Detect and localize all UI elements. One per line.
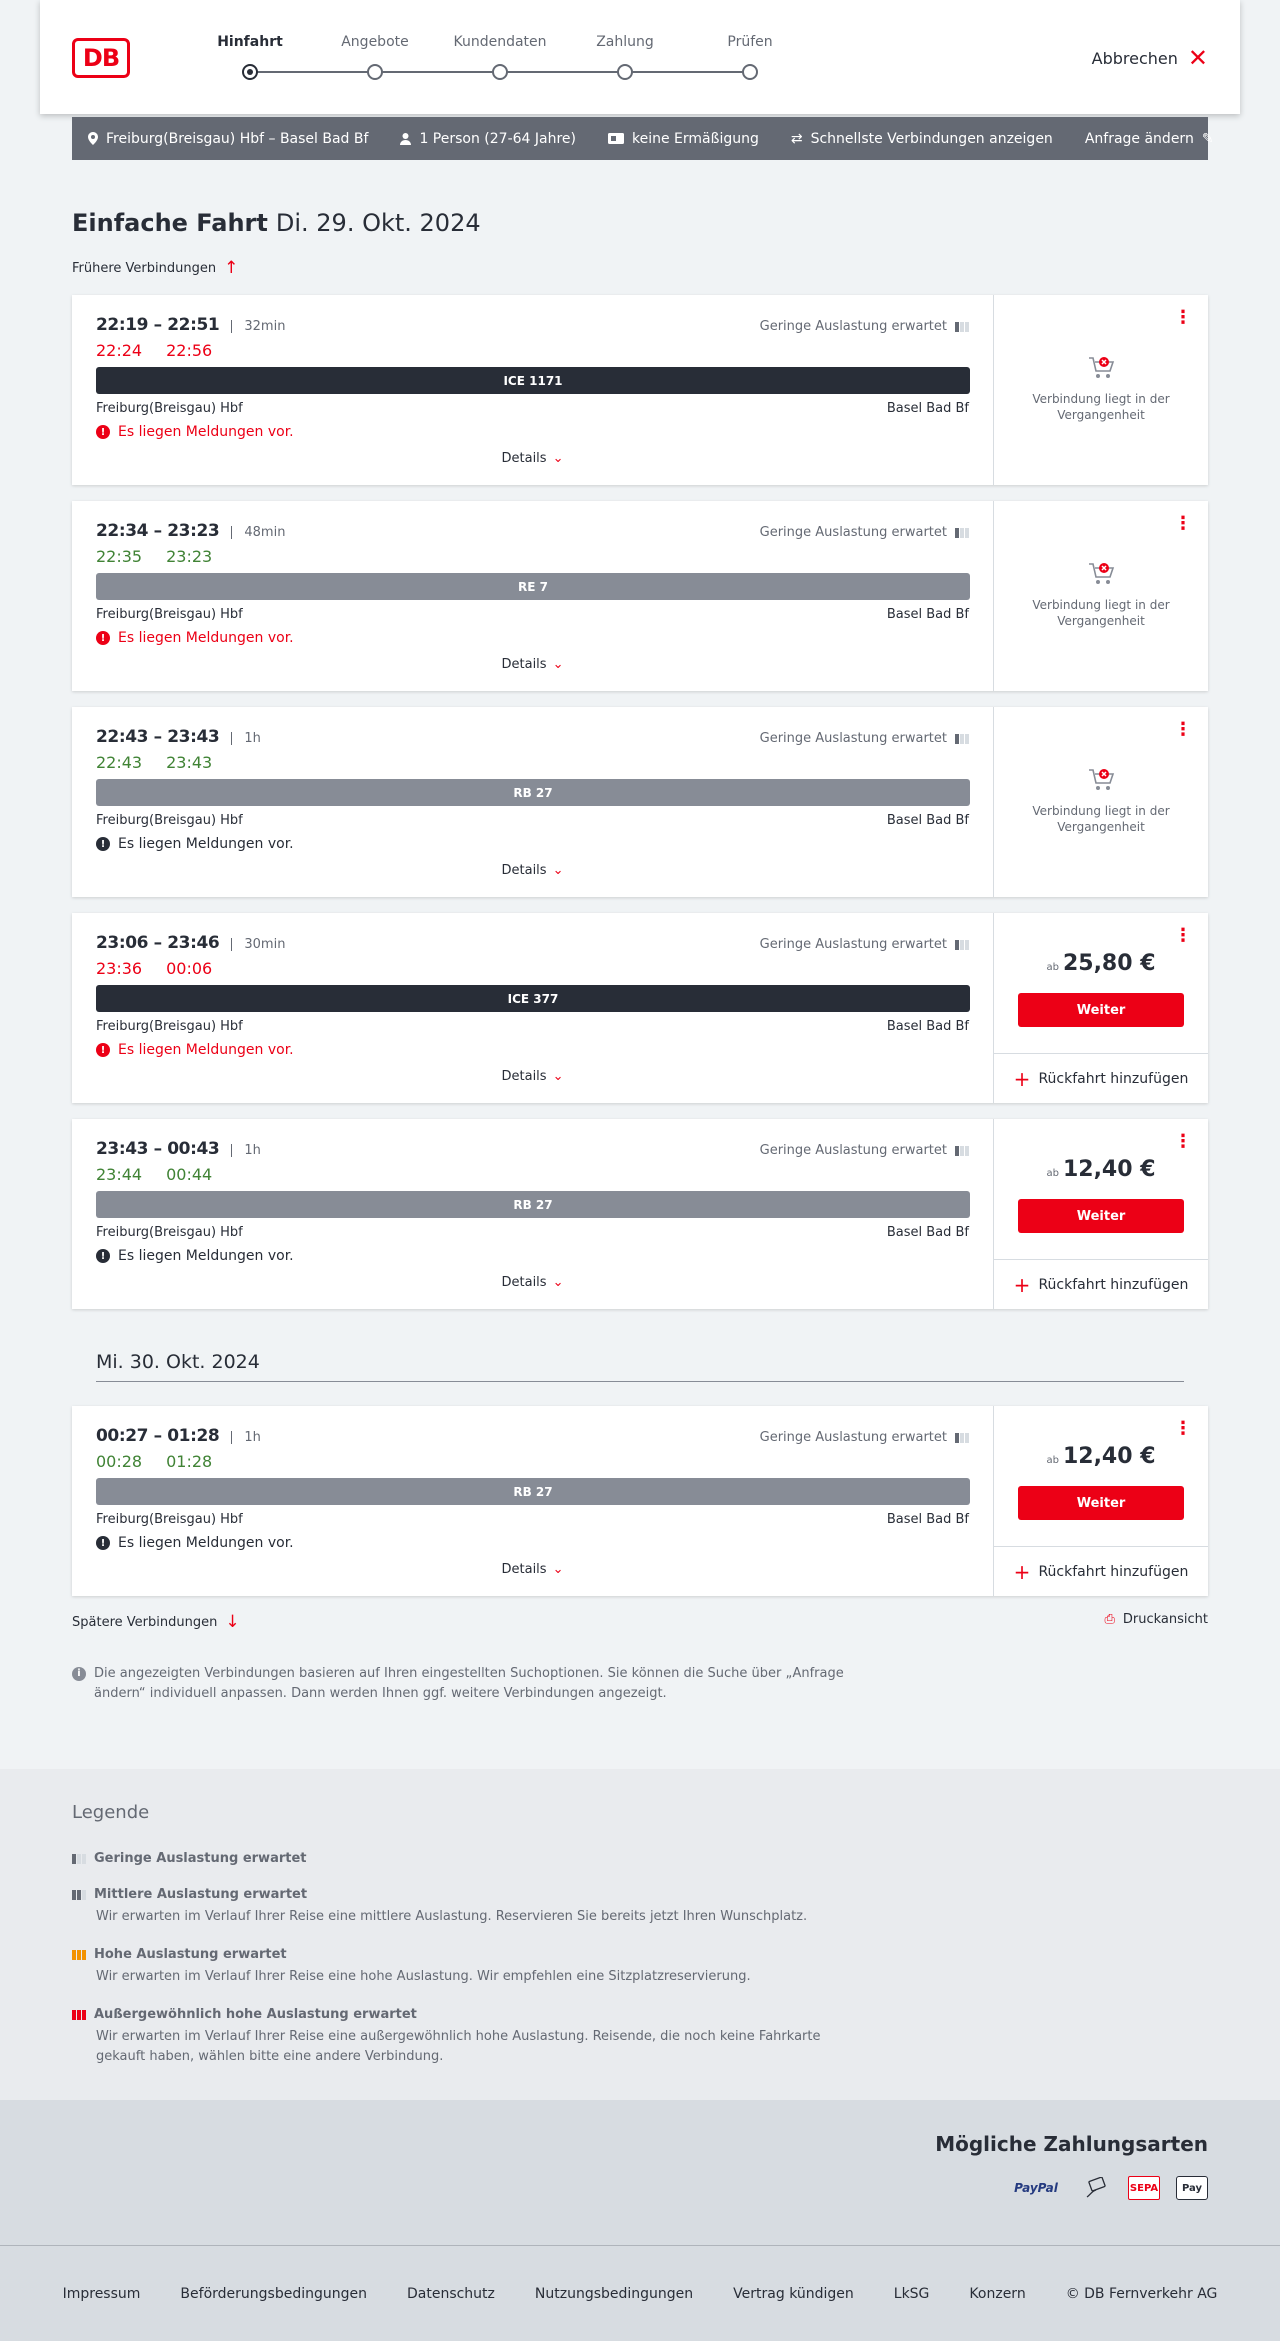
fastest-text: Schnellste Verbindungen anzeigen bbox=[810, 130, 1053, 147]
details-toggle[interactable] bbox=[72, 1275, 993, 1290]
connection-details[interactable] bbox=[72, 295, 994, 485]
arrow-down-icon: ↓ bbox=[225, 1612, 240, 1632]
arrival-station: Basel Bad Bf bbox=[886, 1019, 969, 1034]
date-separator: Mi. 30. Okt. 2024 bbox=[96, 1351, 1184, 1382]
details-toggle[interactable] bbox=[72, 1069, 993, 1084]
scheduled-times bbox=[96, 521, 285, 541]
duration: 48min bbox=[231, 526, 285, 539]
realtime-departure: 23:44 bbox=[96, 1165, 143, 1184]
close-icon: ✕ bbox=[1187, 44, 1208, 72]
details-toggle[interactable] bbox=[72, 657, 993, 672]
price-prefix: ab bbox=[1046, 1168, 1059, 1179]
price bbox=[994, 1157, 1208, 1182]
bahncard-icon bbox=[608, 133, 624, 144]
details-toggle[interactable] bbox=[72, 451, 993, 466]
occupancy-indicator bbox=[760, 1430, 969, 1445]
connection-offer bbox=[994, 913, 1208, 1103]
connection-offer bbox=[994, 1406, 1208, 1596]
realtime-departure: 00:28 bbox=[96, 1452, 143, 1471]
add-return-trip-button[interactable] bbox=[994, 1546, 1208, 1596]
location-pin-icon bbox=[88, 132, 98, 145]
service-message bbox=[96, 630, 294, 646]
info-note bbox=[72, 1664, 852, 1704]
sepa-icon: SEPA bbox=[1128, 2176, 1160, 2200]
realtime-times bbox=[96, 959, 212, 978]
details-label: Details bbox=[501, 1562, 547, 1577]
price bbox=[994, 951, 1208, 976]
legend-item-title: Außergewöhnlich hohe Auslastung erwartet bbox=[94, 2007, 417, 2022]
info-note-text: Die angezeigten Verbindungen basieren auf Ihren eingestellten Suchoptionen. Sie können die Suche über „Anfrage ändern“ individuell anpassen. Dann werden Ihnen ggf. weitere Verbindungen angezeigt. bbox=[94, 1666, 844, 1701]
connection-card bbox=[72, 1119, 1208, 1309]
route-text: Freiburg(Breisgau) Hbf – Basel Bad Bf bbox=[106, 130, 369, 147]
more-options-icon[interactable]: ⋮ bbox=[1174, 307, 1192, 328]
price-value: 12,40 € bbox=[1062, 1157, 1156, 1182]
departure-station: Freiburg(Breisgau) Hbf bbox=[96, 1019, 243, 1034]
step-label-kundendaten: Kundendaten bbox=[453, 34, 547, 50]
legend-item-title: Hohe Auslastung erwartet bbox=[94, 1947, 287, 1962]
occupancy-text: Geringe Auslastung erwartet bbox=[759, 1143, 947, 1158]
chevron-down-icon: ⌄ bbox=[552, 1069, 564, 1084]
train-bar[interactable]: ICE 1171 bbox=[96, 367, 970, 394]
later-connections-link[interactable] bbox=[72, 1612, 240, 1632]
details-label: Details bbox=[501, 451, 547, 466]
alert-icon: ! bbox=[96, 425, 110, 439]
past-connection-text: Verbindung liegt in der Vergangenheit bbox=[1032, 392, 1170, 422]
realtime-arrival: 01:28 bbox=[166, 1452, 213, 1471]
price-prefix: ab bbox=[1046, 962, 1059, 973]
footer-link[interactable]: Nutzungsbedingungen bbox=[534, 2285, 694, 2302]
footer-link[interactable]: LkSG bbox=[893, 2285, 930, 2302]
departure-station: Freiburg(Breisgau) Hbf bbox=[96, 607, 243, 622]
arrival-station: Basel Bad Bf bbox=[886, 401, 969, 416]
train-bar[interactable]: RB 27 bbox=[96, 1478, 970, 1505]
occupancy-low-icon bbox=[955, 734, 969, 744]
legend-title: Legende bbox=[72, 1802, 150, 1823]
occupancy-indicator bbox=[760, 525, 969, 540]
connection-details[interactable] bbox=[72, 1119, 994, 1309]
alert-icon: ! bbox=[96, 631, 110, 645]
details-toggle[interactable] bbox=[72, 863, 993, 878]
past-connection-notice bbox=[994, 765, 1208, 835]
discount-info bbox=[608, 131, 759, 147]
service-message bbox=[96, 1248, 294, 1264]
scheduled-times-text: 23:06 – 23:46 bbox=[96, 933, 220, 953]
realtime-times bbox=[96, 547, 212, 566]
footer-link[interactable]: Impressum bbox=[62, 2285, 141, 2302]
train-bar[interactable]: RE 7 bbox=[96, 573, 970, 600]
add-return-trip-button[interactable] bbox=[994, 1053, 1208, 1103]
alert-icon: ! bbox=[96, 1536, 110, 1550]
connection-card bbox=[72, 295, 1208, 485]
more-options-icon[interactable]: ⋮ bbox=[1174, 719, 1192, 740]
occupancy-indicator bbox=[760, 1143, 969, 1158]
print-icon: ⎙ bbox=[1104, 1612, 1115, 1627]
footer-link[interactable]: Beförderungsbedingungen bbox=[180, 2285, 367, 2302]
past-connection-text: Verbindung liegt in der Vergangenheit bbox=[1032, 804, 1170, 834]
cart-unavailable-icon bbox=[1087, 353, 1115, 381]
add-return-trip-label: Rückfahrt hinzufügen bbox=[1038, 1276, 1189, 1293]
legend-item-high bbox=[72, 1947, 852, 1987]
realtime-arrival: 23:43 bbox=[166, 753, 213, 772]
occupancy-low-icon bbox=[955, 1146, 969, 1156]
more-options-icon[interactable]: ⋮ bbox=[1174, 1418, 1192, 1439]
arrival-station: Basel Bad Bf bbox=[886, 1512, 969, 1527]
earlier-connections-link[interactable] bbox=[72, 258, 238, 278]
earlier-connections-label: Frühere Verbindungen bbox=[72, 260, 217, 276]
person-icon bbox=[400, 133, 411, 145]
payment-icons bbox=[1008, 2176, 1208, 2200]
occupancy-text: Geringe Auslastung erwartet bbox=[759, 319, 947, 334]
occupancy-low-icon bbox=[955, 940, 969, 950]
details-label: Details bbox=[501, 863, 547, 878]
print-view-label: Druckansicht bbox=[1122, 1612, 1208, 1627]
print-view-link[interactable] bbox=[1104, 1612, 1208, 1627]
legend-item-low bbox=[72, 1851, 852, 1866]
legend-item-desc: Wir erwarten im Verlauf Ihrer Reise eine mittlere Auslastung. Reservieren Sie bereits jetzt Ihren Wunschplatz. bbox=[96, 1909, 808, 1924]
realtime-departure: 22:35 bbox=[96, 547, 143, 566]
step-label-hinfahrt: Hinfahrt bbox=[217, 34, 283, 50]
arrow-up-icon: ↑ bbox=[224, 258, 239, 278]
add-return-trip-label: Rückfahrt hinzufügen bbox=[1038, 1563, 1189, 1580]
discount-text: keine Ermäßigung bbox=[632, 130, 759, 147]
realtime-times bbox=[96, 1452, 212, 1471]
details-label: Details bbox=[501, 657, 547, 672]
details-label: Details bbox=[501, 1275, 547, 1290]
scheduled-times-text: 00:27 – 01:28 bbox=[96, 1426, 220, 1446]
service-message-text: Es liegen Meldungen vor. bbox=[118, 424, 294, 440]
connection-details[interactable] bbox=[72, 913, 994, 1103]
later-connections-label: Spätere Verbindungen bbox=[72, 1614, 218, 1630]
service-message-text: Es liegen Meldungen vor. bbox=[118, 1535, 294, 1551]
service-message bbox=[96, 424, 294, 440]
edit-query-button[interactable] bbox=[1085, 131, 1214, 147]
cancel-button[interactable] bbox=[1092, 46, 1208, 70]
price-prefix: ab bbox=[1046, 1455, 1059, 1466]
plus-icon: + bbox=[1013, 1066, 1031, 1091]
passenger-info bbox=[400, 131, 576, 147]
top-header bbox=[40, 0, 1240, 114]
service-message-text: Es liegen Meldungen vor. bbox=[118, 1042, 294, 1058]
departure-station: Freiburg(Breisgau) Hbf bbox=[96, 1225, 243, 1240]
add-return-trip-button[interactable] bbox=[994, 1259, 1208, 1309]
footer bbox=[0, 2245, 1280, 2341]
connection-details[interactable] bbox=[72, 707, 994, 897]
occupancy-text: Geringe Auslastung erwartet bbox=[759, 731, 947, 746]
step-label-angebote: Angebote bbox=[341, 34, 409, 50]
details-label: Details bbox=[501, 1069, 547, 1084]
occupancy-indicator bbox=[760, 319, 969, 334]
past-connection-text: Verbindung liegt in der Vergangenheit bbox=[1032, 598, 1170, 628]
edit-query-label: Anfrage ändern bbox=[1084, 130, 1194, 147]
alert-icon: ! bbox=[96, 1043, 110, 1057]
occupancy-low-icon bbox=[955, 322, 969, 332]
chevron-down-icon: ⌄ bbox=[552, 1275, 564, 1290]
step-dot-pruefen bbox=[742, 64, 758, 80]
plus-icon: + bbox=[1013, 1559, 1031, 1584]
occupancy-medium-icon bbox=[72, 1890, 86, 1900]
scheduled-times-text: 22:34 – 23:23 bbox=[96, 521, 220, 541]
realtime-times bbox=[96, 753, 212, 772]
occupancy-text: Geringe Auslastung erwartet bbox=[759, 1430, 947, 1445]
connection-offer bbox=[994, 707, 1208, 897]
step-dot-zahlung bbox=[617, 64, 633, 80]
arrival-station: Basel Bad Bf bbox=[886, 813, 969, 828]
cart-unavailable-icon bbox=[1087, 765, 1115, 793]
route-info bbox=[88, 131, 368, 147]
page-title bbox=[72, 209, 481, 237]
service-message-text: Es liegen Meldungen vor. bbox=[118, 630, 294, 646]
chevron-down-icon: ⌄ bbox=[552, 657, 564, 672]
service-message bbox=[96, 1535, 294, 1551]
fastest-info bbox=[791, 131, 1053, 147]
service-message bbox=[96, 836, 294, 852]
alert-icon: ! bbox=[96, 837, 110, 851]
occupancy-indicator bbox=[760, 937, 969, 952]
scheduled-times-text: 23:43 – 00:43 bbox=[96, 1139, 220, 1159]
footer-link[interactable]: Datenschutz bbox=[406, 2285, 495, 2302]
realtime-arrival: 23:23 bbox=[166, 547, 213, 566]
realtime-times bbox=[96, 1165, 212, 1184]
occupancy-low-icon bbox=[955, 528, 969, 538]
price bbox=[994, 1444, 1208, 1469]
step-label-pruefen: Prüfen bbox=[727, 34, 773, 50]
occupancy-text: Geringe Auslastung erwartet bbox=[759, 937, 947, 952]
weiter-button[interactable]: Weiter bbox=[1018, 1486, 1184, 1520]
occupancy-low-icon bbox=[955, 1433, 969, 1443]
realtime-arrival: 00:44 bbox=[166, 1165, 213, 1184]
legend-item-title: Mittlere Auslastung erwartet bbox=[94, 1887, 308, 1902]
more-options-icon[interactable]: ⋮ bbox=[1174, 1131, 1192, 1152]
scheduled-times bbox=[96, 1426, 261, 1446]
trip-type: Einfache Fahrt bbox=[72, 209, 268, 237]
info-icon: i bbox=[72, 1667, 86, 1681]
departure-station: Freiburg(Breisgau) Hbf bbox=[96, 401, 243, 416]
trip-date: Di. 29. Okt. 2024 bbox=[275, 209, 481, 237]
progress-stepper bbox=[210, 0, 773, 114]
connection-card bbox=[72, 913, 1208, 1103]
chevron-down-icon: ⌄ bbox=[552, 451, 564, 466]
service-message-text: Es liegen Meldungen vor. bbox=[118, 1248, 294, 1264]
cancel-label: Abbrechen bbox=[1091, 48, 1178, 68]
passenger-text: 1 Person (27-64 Jahre) bbox=[419, 130, 576, 147]
step-dot-angebote bbox=[367, 64, 383, 80]
step-label-zahlung: Zahlung bbox=[596, 34, 654, 50]
step-dot-hinfahrt bbox=[242, 64, 258, 80]
arrival-station: Basel Bad Bf bbox=[886, 607, 969, 622]
scheduled-times-text: 22:19 – 22:51 bbox=[96, 315, 220, 335]
train-bar[interactable]: RB 27 bbox=[96, 1191, 970, 1218]
arrival-station: Basel Bad Bf bbox=[886, 1225, 969, 1240]
paypal-icon: PayPal bbox=[1014, 2181, 1058, 2195]
legend-item-desc: Wir erwarten im Verlauf Ihrer Reise eine außergewöhnlich hohe Auslastung. Reisende, die noch keine Fahrkarte gekauft haben, wählen bitte eine andere Verbindung. bbox=[96, 2029, 821, 2064]
connection-offer bbox=[994, 1119, 1208, 1309]
chevron-down-icon: ⌄ bbox=[552, 863, 564, 878]
apple-pay-icon: Pay bbox=[1176, 2176, 1208, 2200]
query-summary-bar bbox=[72, 117, 1214, 160]
footer-link[interactable]: Vertrag kündigen bbox=[733, 2285, 854, 2302]
duration: 30min bbox=[231, 938, 285, 951]
price-value: 12,40 € bbox=[1062, 1444, 1156, 1469]
duration: 1h bbox=[231, 732, 261, 745]
duration: 1h bbox=[231, 1144, 261, 1157]
details-toggle[interactable] bbox=[72, 1562, 993, 1577]
alert-icon: ! bbox=[96, 1249, 110, 1263]
add-return-trip-label: Rückfahrt hinzufügen bbox=[1038, 1070, 1189, 1087]
connection-details[interactable] bbox=[72, 501, 994, 691]
weiter-button[interactable]: Weiter bbox=[1018, 1199, 1184, 1233]
occupancy-low-icon bbox=[72, 1854, 86, 1864]
past-connection-notice bbox=[994, 559, 1208, 629]
legend-section bbox=[0, 1769, 1280, 2100]
connection-details[interactable] bbox=[72, 1406, 994, 1596]
scheduled-times bbox=[96, 727, 261, 747]
price-value: 25,80 € bbox=[1062, 951, 1156, 976]
scheduled-times bbox=[96, 1139, 261, 1159]
more-options-icon[interactable]: ⋮ bbox=[1174, 513, 1192, 534]
db-logo[interactable]: DB bbox=[72, 38, 130, 78]
legend-item-exceptional bbox=[72, 2007, 852, 2067]
legend-item-title: Geringe Auslastung erwartet bbox=[94, 1851, 307, 1866]
realtime-times bbox=[96, 341, 212, 360]
pencil-icon: ✎ bbox=[1201, 130, 1214, 147]
more-options-icon[interactable]: ⋮ bbox=[1174, 925, 1192, 946]
past-connection-notice bbox=[994, 353, 1208, 423]
duration: 1h bbox=[231, 1431, 261, 1444]
duration: 32min bbox=[231, 320, 285, 333]
service-message bbox=[96, 1042, 294, 1058]
plus-icon: + bbox=[1013, 1272, 1031, 1297]
scheduled-times bbox=[96, 315, 285, 335]
departure-station: Freiburg(Breisgau) Hbf bbox=[96, 813, 243, 828]
connection-card bbox=[72, 1406, 1208, 1596]
connection-card bbox=[72, 707, 1208, 897]
realtime-arrival: 00:06 bbox=[166, 959, 213, 978]
connection-offer bbox=[994, 501, 1208, 691]
footer-link: © DB Fernverkehr AG bbox=[1065, 2285, 1218, 2302]
legend-item-medium bbox=[72, 1887, 852, 1927]
realtime-departure: 22:43 bbox=[96, 753, 143, 772]
chevron-down-icon: ⌄ bbox=[552, 1562, 564, 1577]
scheduled-times-text: 22:43 – 23:43 bbox=[96, 727, 220, 747]
legend-item-desc: Wir erwarten im Verlauf Ihrer Reise eine hohe Auslastung. Wir empfehlen eine Sitzplatzreservierung. bbox=[96, 1969, 751, 1984]
payment-title: Mögliche Zahlungsarten bbox=[935, 2132, 1208, 2156]
occupancy-exceptional-icon bbox=[72, 2010, 86, 2020]
scheduled-times bbox=[96, 933, 285, 953]
occupancy-high-icon bbox=[72, 1950, 86, 1960]
train-bar[interactable]: ICE 377 bbox=[96, 985, 970, 1012]
step-dot-kundendaten bbox=[492, 64, 508, 80]
train-bar[interactable]: RB 27 bbox=[96, 779, 970, 806]
swap-arrows-icon: ⇄ bbox=[790, 130, 803, 147]
connection-offer bbox=[994, 295, 1208, 485]
realtime-arrival: 22:56 bbox=[166, 341, 213, 360]
connection-card bbox=[72, 501, 1208, 691]
realtime-departure: 22:24 bbox=[96, 341, 143, 360]
credit-card-icon bbox=[1080, 2176, 1112, 2200]
occupancy-indicator bbox=[760, 731, 969, 746]
weiter-button[interactable]: Weiter bbox=[1018, 993, 1184, 1027]
departure-station: Freiburg(Breisgau) Hbf bbox=[96, 1512, 243, 1527]
payment-methods-section bbox=[0, 2100, 1280, 2245]
realtime-departure: 23:36 bbox=[96, 959, 143, 978]
service-message-text: Es liegen Meldungen vor. bbox=[118, 836, 294, 852]
footer-link[interactable]: Konzern bbox=[969, 2285, 1026, 2302]
cart-unavailable-icon bbox=[1087, 559, 1115, 587]
occupancy-text: Geringe Auslastung erwartet bbox=[759, 525, 947, 540]
